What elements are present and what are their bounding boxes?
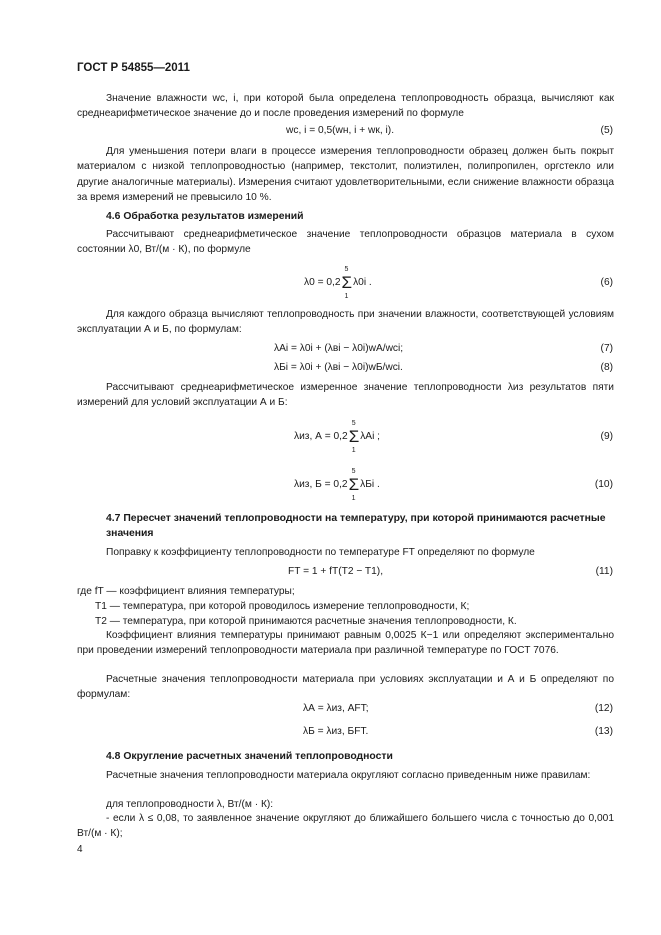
sum-lower-limit: 1 bbox=[351, 447, 356, 454]
paragraph-design-values: Расчетные значения теплопроводности материала при условиях эксплуатации и А и Б определяют по формулам: bbox=[77, 674, 614, 701]
sum-lower-limit: 1 bbox=[344, 293, 349, 300]
formula-13: λБ = λиз, БFT. bbox=[303, 726, 369, 737]
section-4-7-heading: 4.7 Пересчет значений теплопроводности на температуру, при которой принимаются расчетные значения bbox=[106, 513, 606, 539]
formula-6-right: λ0i . bbox=[353, 277, 372, 288]
formula-12: λА = λиз, АFT; bbox=[303, 703, 369, 714]
paragraph-measured-mean: Рассчитывают среднеарифметическое измеренное значение теплопроводности λиз результатов пяти измерений для условий эксплуатации А и Б: bbox=[77, 382, 614, 409]
paragraph-each-sample: Для каждого образца вычисляют теплопроводность при значении влажности, соответствующей условиям эксплуатации А и Б, по формулам: bbox=[77, 309, 614, 336]
formula-7: λAi = λ0i + (λвi − λ0i)wA/wсi; bbox=[274, 343, 404, 354]
section-4-6-heading: 4.6 Обработка результатов измерений bbox=[106, 211, 304, 222]
sum-upper-limit: 5 bbox=[351, 468, 356, 475]
paragraph-dry-mean: Рассчитывают среднеарифметическое значение теплопроводности образцов материала в сухом состоянии λ0, Вт/(м · К), по формуле bbox=[77, 229, 614, 256]
formula-10-number: (10) bbox=[594, 479, 613, 490]
formula-10 bbox=[294, 468, 380, 502]
formula-10-right: λБi . bbox=[360, 479, 380, 490]
where-line-3: T2 — температура, при которой принимаются расчетные значения теплопроводности, К. bbox=[95, 616, 517, 627]
formula-8: λБi = λ0i + (λвi − λ0i)wБ/wсi. bbox=[274, 362, 403, 373]
formula-12-number: (12) bbox=[594, 703, 613, 714]
sum-symbol: Σ 5 1 bbox=[348, 420, 360, 454]
where-line-1: где fT — коэффициент влияния температуры; bbox=[77, 586, 295, 597]
where-line-2: T1 — температура, при которой проводилось измерение теплопроводности, К; bbox=[95, 601, 470, 612]
formula-5: wс, i = 0,5(wн, i + wк, i). bbox=[286, 125, 395, 136]
sum-upper-limit: 5 bbox=[351, 420, 356, 427]
paragraph-for-conductivity: для теплопроводности λ, Вт/(м · К): bbox=[106, 799, 274, 810]
doc-header: ГОСТ Р 54855—2011 bbox=[77, 62, 190, 74]
formula-9-right: λAi ; bbox=[360, 431, 381, 442]
formula-9-left: λиз, А = 0,2 bbox=[294, 431, 348, 442]
paragraph-rounding-condition: - если λ ≤ 0,08, то заявленное значение округляют до ближайшего большего числа с точностью до 0,001 Вт/(м · К); bbox=[77, 813, 614, 840]
formula-6-number: (6) bbox=[600, 277, 613, 288]
paragraph-moisture: Значение влажности wс, i, при которой была определена теплопроводность образца, вычисляют как среднеарифметическое значение до и после проведения измерений по формуле bbox=[77, 93, 614, 120]
formula-13-number: (13) bbox=[594, 726, 613, 737]
formula-10-left: λиз, Б = 0,2 bbox=[294, 479, 348, 490]
sum-lower-limit: 1 bbox=[351, 495, 356, 502]
page-number: 4 bbox=[77, 844, 83, 855]
paragraph-temp-coefficient: Коэффициент влияния температуры принимают равным 0,0025 К−1 или определяют экспериментально при проведении измерений теплопроводности материала при различной температуре по ГОСТ 7076. bbox=[77, 630, 614, 657]
paragraph-rounding-rules: Расчетные значения теплопроводности материала округляют согласно приведенным ниже правилам: bbox=[106, 770, 591, 781]
sum-symbol: Σ 5 1 bbox=[341, 266, 353, 300]
formula-9-number: (9) bbox=[600, 431, 613, 442]
formula-7-number: (7) bbox=[600, 343, 613, 354]
formula-6 bbox=[304, 266, 372, 300]
sum-upper-limit: 5 bbox=[344, 266, 349, 273]
formula-6-left: λ0 = 0,2 bbox=[304, 277, 341, 288]
sum-symbol: Σ 5 1 bbox=[348, 468, 360, 502]
formula-11: FT = 1 + fT(T2 − T1), bbox=[288, 566, 384, 577]
paragraph-moisture-loss: Для уменьшения потери влаги в процессе измерения теплопроводности образец должен быть покрыт материалом с низкой теплопроводностью (например, текстолит, полиэтилен, полипропилен, оргстекло или другие аналогичные материалы). Измерения считают удовлетворительными, если снижение влажности образца за время измерений не превысило 10 %. bbox=[77, 146, 614, 204]
formula-8-number: (8) bbox=[600, 362, 613, 373]
section-4-8-heading: 4.8 Округление расчетных значений теплопроводности bbox=[106, 751, 393, 762]
formula-5-number: (5) bbox=[600, 125, 613, 136]
formula-9 bbox=[294, 420, 381, 454]
paragraph-temp-correction: Поправку к коэффициенту теплопроводности по температуре FT определяют по формуле bbox=[106, 547, 535, 558]
formula-11-number: (11) bbox=[595, 566, 613, 577]
